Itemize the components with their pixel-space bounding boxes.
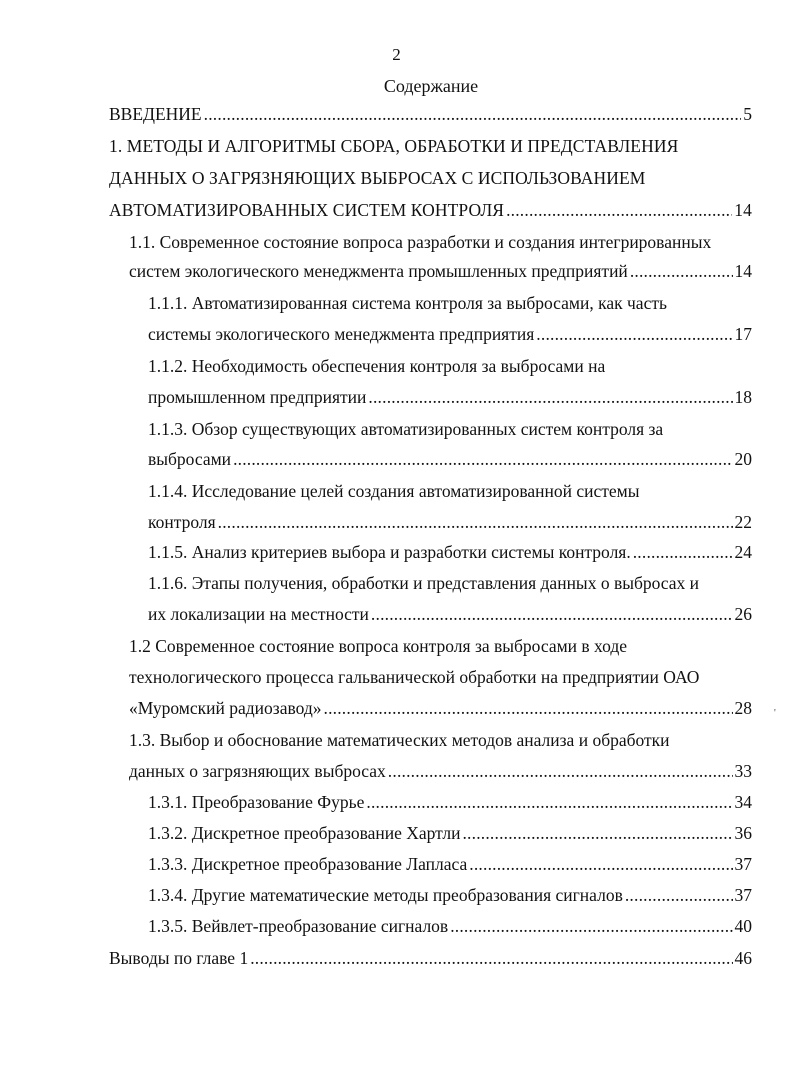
toc-entry-text: 1.1.5. Анализ критериев выбора и разработки системы контроля.: [148, 542, 631, 562]
toc-entry-text: промышленном предприятии: [148, 387, 367, 407]
toc-entry: [148, 321, 752, 347]
dot-leader: [469, 851, 732, 877]
toc-entry-text: систем экологического менеджмента промышленных предприятий: [129, 261, 628, 281]
toc-entry-text: их локализации на местности: [148, 604, 369, 624]
toc-entry-text: 1.3.1. Преобразование Фурье: [148, 792, 365, 812]
toc-entry-text: «Муромский радиозавод»: [129, 698, 322, 718]
toc-entry-text: данных о загрязняющих выбросах: [129, 761, 386, 781]
dot-leader: [630, 258, 733, 284]
toc-entry: [148, 478, 752, 504]
toc-entry-text: выбросами: [148, 449, 232, 469]
toc-entry-text: 1.1.1. Автоматизированная система контроля за выбросами, как часть: [148, 293, 667, 313]
toc-entry: [129, 229, 752, 255]
toc-entry: [129, 258, 752, 284]
toc-entry-text: ДАННЫХ О ЗАГРЯЗНЯЮЩИХ ВЫБРОСАХ С ИСПОЛЬЗОВАНИЕМ: [109, 168, 646, 188]
toc-entry-text: технологического процесса гальванической обработки на предприятии ОАО: [129, 667, 700, 687]
toc-entry: [109, 101, 752, 127]
toc-entry-page: 17: [734, 324, 752, 344]
dot-leader: [625, 882, 733, 908]
toc-entry-page: 28: [734, 698, 752, 718]
toc-entry-page: 14: [734, 200, 752, 220]
toc-entry-page: 26: [734, 604, 752, 624]
toc-entry: [129, 633, 752, 659]
toc-entry-page: 40: [734, 916, 752, 936]
dot-leader: [388, 758, 733, 784]
toc-entry: [148, 509, 752, 535]
toc-entry-text: 1.1.4. Исследование целей создания автоматизированной системы: [148, 481, 640, 501]
toc-entry-page: 46: [734, 948, 752, 968]
toc-entry: [148, 913, 752, 939]
toc-entry: [109, 197, 752, 223]
dot-leader: [450, 913, 732, 939]
dot-leader: [506, 197, 732, 223]
toc-entry: [148, 290, 752, 316]
dot-leader: [633, 539, 733, 565]
dot-leader: [218, 509, 733, 535]
toc-entry-page: 37: [734, 885, 752, 905]
toc-entry: [109, 165, 752, 191]
toc-entry-page: 18: [734, 387, 752, 407]
toc-entry: [148, 353, 752, 379]
toc-entry: [109, 945, 752, 971]
toc-entry-text: 1. МЕТОДЫ И АЛГОРИТМЫ СБОРА, ОБРАБОТКИ И ПРЕДСТАВЛЕНИЯ: [109, 136, 679, 156]
toc-entry-text: 1.3.4. Другие математические методы преобразования сигналов: [148, 885, 623, 905]
toc-entry-page: 37: [734, 854, 752, 874]
toc-entry: [148, 882, 752, 908]
toc-entry: [148, 820, 752, 846]
toc-entry-page: 33: [734, 761, 752, 781]
toc-entry: [148, 570, 752, 596]
toc-entry-text: ВВЕДЕНИЕ: [109, 104, 202, 124]
toc-entry-text: 1.2 Современное состояние вопроса контроля за выбросами в ходе: [129, 636, 628, 656]
toc-entry: [148, 446, 752, 472]
dot-leader: [462, 820, 732, 846]
toc-entry-page: 36: [734, 823, 752, 843]
toc-entry-page: 20: [734, 449, 752, 469]
toc-entry-text: 1.3.3. Дискретное преобразование Лапласа: [148, 854, 468, 874]
toc-entry: [109, 133, 752, 159]
dot-leader: [536, 321, 732, 347]
toc-entry: [148, 851, 752, 877]
toc-entry-text: 1.3.5. Вейвлет-преобразование сигналов: [148, 916, 449, 936]
dot-leader: [368, 384, 732, 410]
dot-leader: [250, 945, 732, 971]
toc-entry: [148, 601, 752, 627]
toc-entry: [148, 384, 752, 410]
toc-entry: [148, 789, 752, 815]
toc-entry: [129, 695, 752, 721]
toc-entry-text: АВТОМАТИЗИРОВАННЫХ СИСТЕМ КОНТРОЛЯ: [109, 200, 505, 220]
toc-entry-page: 34: [734, 792, 752, 812]
dot-leader: [324, 695, 733, 721]
toc-entry-page: 5: [743, 104, 752, 124]
dot-leader: [371, 601, 733, 627]
toc-entry-page: 22: [734, 512, 752, 532]
toc-entry: [129, 664, 752, 690]
toc-entry-text: 1.1.2. Необходимость обеспечения контроля за выбросами на: [148, 356, 606, 376]
toc-entry-text: 1.1.6. Этапы получения, обработки и представления данных о выбросах и: [148, 573, 700, 593]
scan-artifact: ': [774, 708, 776, 719]
toc-entry-text: Выводы по главе 1: [109, 948, 249, 968]
toc-entry: [129, 758, 752, 784]
toc-entry-text: системы экологического менеджмента предприятия: [148, 324, 535, 344]
toc-entry-text: 1.3.2. Дискретное преобразование Хартли: [148, 823, 461, 843]
toc-title: Содержание: [383, 76, 479, 96]
page-number: 2: [392, 45, 401, 64]
toc-entry: [148, 416, 752, 442]
toc-entry-text: 1.1.3. Обзор существующих автоматизированных систем контроля за: [148, 419, 664, 439]
toc-entry-text: контроля: [148, 512, 216, 532]
toc-entry-text: 1.3. Выбор и обоснование математических методов анализа и обработки: [129, 730, 670, 750]
toc-entry-text: 1.1. Современное состояние вопроса разработки и создания интегрированных: [129, 232, 712, 252]
dot-leader: [204, 101, 742, 127]
toc-entry: [148, 539, 752, 565]
dot-leader: [233, 446, 732, 472]
toc-entry-page: 24: [734, 542, 752, 562]
dot-leader: [366, 789, 732, 815]
toc-entry: [129, 727, 752, 753]
toc-entry-page: 14: [734, 261, 752, 281]
